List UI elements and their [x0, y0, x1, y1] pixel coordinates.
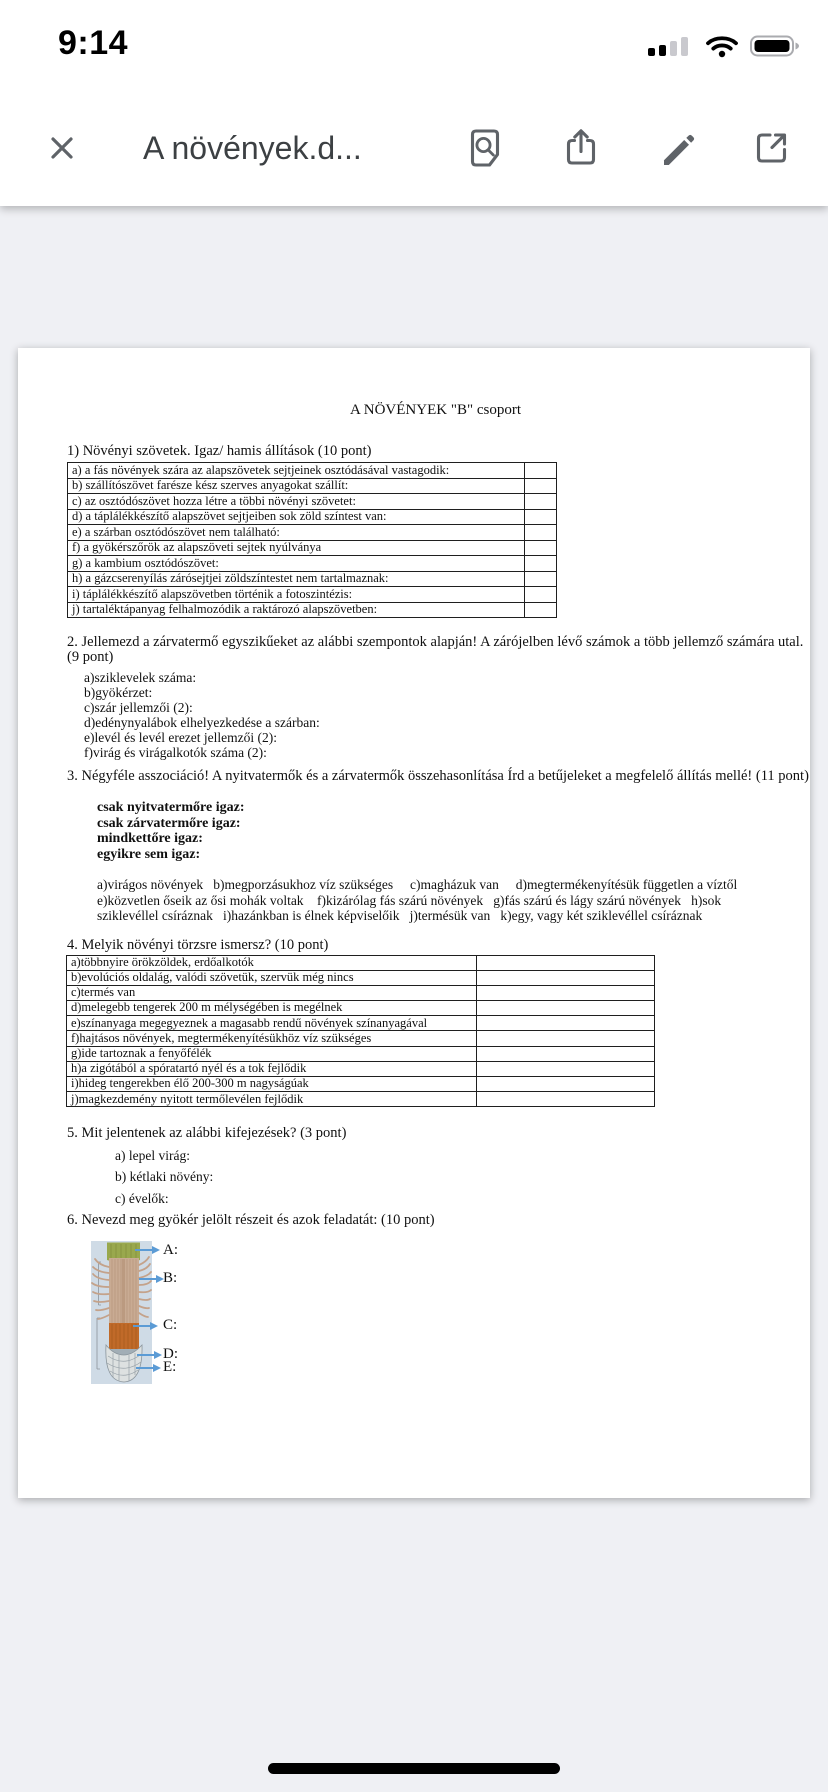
table-row: d)melegebb tengerek 200 m mélységében is megélnek — [67, 1001, 655, 1016]
answer-cell — [477, 955, 655, 970]
answer-cell — [525, 509, 557, 525]
table-row: j) tartaléktápanyag felhalmozódik a raktározó alapszövetben: — [68, 602, 557, 618]
table-row: f)hajtásos növények, megtermékenyítésükhöz víz szükséges — [67, 1031, 655, 1046]
list-item: b)gyökérzet: — [84, 685, 153, 700]
q2-items — [84, 670, 804, 760]
table-row: g)ide tartoznak a fenyőfélék — [67, 1046, 655, 1061]
label-arrow-a-icon — [135, 1245, 161, 1255]
answer-cell — [525, 587, 557, 603]
q1-table — [67, 462, 557, 618]
answer-cell — [525, 602, 557, 618]
document-title: A növények.d... — [143, 129, 362, 166]
answer-cell — [477, 1061, 655, 1076]
q5-header: 5. Mit jelentenek az alábbi kifejezések? (3 pont) — [67, 1125, 347, 1142]
close-icon — [44, 130, 80, 166]
table-row: a) a fás növények szára az alapszövetek sejtjeinek osztódásával vastagodik: — [68, 463, 557, 479]
q3-options — [97, 877, 804, 924]
open-in-new-icon — [749, 126, 793, 170]
q4-header: 4. Melyik növényi törzsre ismersz? (10 pont) — [67, 936, 329, 953]
list-item: csak zárvatermőre igaz: — [97, 815, 241, 831]
label-arrow-b-icon — [139, 1274, 165, 1284]
answer-cell — [525, 556, 557, 572]
table-row: j)magkezdemény nyitott termőlevélen fejlődik — [67, 1092, 655, 1107]
label-arrow-e-icon — [136, 1363, 162, 1373]
q2-block — [67, 635, 804, 760]
answer-cell — [477, 1046, 655, 1061]
figure-label-e: E: — [163, 1358, 177, 1375]
table-row: g) a kambium osztódószövet: — [68, 556, 557, 572]
figure-label-c: C: — [163, 1316, 178, 1333]
table-row: h)a zigótából a spóratartó nyél és a tok fejlődik — [67, 1061, 655, 1076]
label-arrow-d-icon — [137, 1350, 163, 1360]
answer-cell — [477, 1092, 655, 1107]
answer-cell — [477, 970, 655, 985]
wifi-icon — [705, 34, 739, 58]
list-item: c) évelők: — [115, 1190, 169, 1206]
edit-button[interactable] — [654, 126, 698, 170]
options-line: a)virágos növények b)megporzásukhoz víz szükséges c)magházuk van d)megtermékenyítésük független a víztől — [97, 877, 738, 892]
viewer-toolbar — [0, 90, 828, 206]
table-row: b)evolúciós oldalág, valódi szövetük, szervük még nincs — [67, 970, 655, 985]
table-row: e) a szárban osztódószövet nem található: — [68, 525, 557, 541]
figure-label-a: A: — [163, 1241, 178, 1258]
share-icon — [559, 126, 603, 170]
answer-cell — [477, 1077, 655, 1092]
edit-pencil-icon — [654, 126, 698, 170]
table-row: i) táplálékkészítő alapszövetben történik a fotoszintézis: — [68, 587, 557, 603]
q2-header-line1: 2. Jellemezd a zárvatermő egyszikűeket az alábbi szempontok alapján! A zárójelben lévő számok a több jellemző számára utal. — [67, 634, 804, 650]
battery-icon — [750, 34, 800, 58]
find-in-document-icon — [464, 126, 508, 170]
share-button[interactable] — [559, 126, 603, 170]
doc-heading: A NÖVÉNYEK "B" csoport — [350, 402, 521, 418]
list-item: a) lepel virág: — [115, 1147, 190, 1163]
q5-items — [115, 1148, 804, 1206]
answer-cell — [525, 494, 557, 510]
list-item: a)sziklevelek száma: — [84, 670, 197, 685]
answer-cell — [477, 985, 655, 1000]
answer-cell — [525, 540, 557, 556]
answer-cell — [477, 1016, 655, 1031]
answer-cell — [525, 525, 557, 541]
options-line: sziklevéllel csíráznak i)hazánkban is élnek képviselőik j)termésük van k)egy, vagy két sziklevéllel csíráznak — [97, 908, 703, 923]
label-arrow-c-icon — [133, 1321, 159, 1331]
home-indicator[interactable] — [268, 1763, 560, 1774]
q4-table — [66, 955, 655, 1108]
figure-label-b: B: — [163, 1269, 178, 1286]
find-in-document-button[interactable] — [464, 126, 508, 170]
open-in-new-button[interactable] — [749, 126, 793, 170]
status-bar — [0, 0, 828, 90]
close-button[interactable] — [40, 126, 84, 170]
options-line: e)közvetlen őseik az ősi mohák voltak f)kizárólag fás szárú növények g)fás szárú és lágy szárú növények h)sok — [97, 892, 722, 908]
figure-label-d: D: — [163, 1345, 178, 1362]
answer-cell — [525, 478, 557, 494]
table-row: c) az osztódószövet hozza létre a többi növényi szövetet: — [68, 494, 557, 510]
status-time: 9:14 — [58, 24, 129, 62]
table-row: h) a gázcserenyílás zárósejtjei zöldszíntestet nem tartalmaznak: — [68, 571, 557, 587]
list-item: c)szár jellemzői (2): — [84, 700, 193, 715]
document-page — [18, 348, 810, 1498]
q2-header-line2: (9 pont) — [67, 649, 114, 665]
answer-cell — [525, 463, 557, 479]
table-row: c)termés van — [67, 985, 655, 1000]
q3-header: 3. Négyféle asszociáció! A nyitvatermők és a zárvatermők összehasonlítása Írd a betűjeleket a megfelelő állítás mellé! (11 pont) — [67, 768, 809, 784]
list-item: mindkettőre igaz: — [97, 831, 203, 846]
q3-association-keys — [97, 800, 804, 862]
q6-figure — [67, 1241, 804, 1391]
cellular-signal-icon — [648, 34, 694, 58]
list-item: f)virág és virágalkotók száma (2): — [84, 745, 267, 760]
list-item: d)edénynyalábok elhelyezkedése a szárban: — [84, 715, 320, 730]
table-row: e)színanyaga megegyeznek a magasabb rendű növények színanyagával — [67, 1016, 655, 1031]
answer-cell — [477, 1031, 655, 1046]
table-row: i)hideg tengerekben élő 200-300 m nagyságúak — [67, 1077, 655, 1092]
list-item: e)levél és levél erezet jellemzői (2): — [84, 730, 278, 745]
q1-header: 1) Növényi szövetek. Igaz/ hamis állítások (10 pont) — [67, 443, 372, 459]
table-row: f) a gyökérszőrök az alapszöveti sejtek nyúlványa — [68, 540, 557, 556]
table-row: d) a táplálékkészítő alapszövet sejtjeiben sok zöld színtest van: — [68, 509, 557, 525]
list-item: b) kétlaki növény: — [115, 1169, 214, 1185]
q6-header: 6. Nevezd meg gyökér jelölt részeit és azok feladatát: (10 pont) — [67, 1211, 435, 1228]
table-row: b) szállítószövet farésze kész szerves anyagokat szállít: — [68, 478, 557, 494]
list-item: egyikre sem igaz: — [97, 846, 201, 862]
document-scroll-area[interactable] — [0, 206, 828, 1792]
list-item: csak nyitvatermőre igaz: — [97, 800, 245, 815]
table-row: a)többnyire örökzöldek, erdőalkotók — [67, 955, 655, 970]
answer-cell — [477, 1001, 655, 1016]
answer-cell — [525, 571, 557, 587]
